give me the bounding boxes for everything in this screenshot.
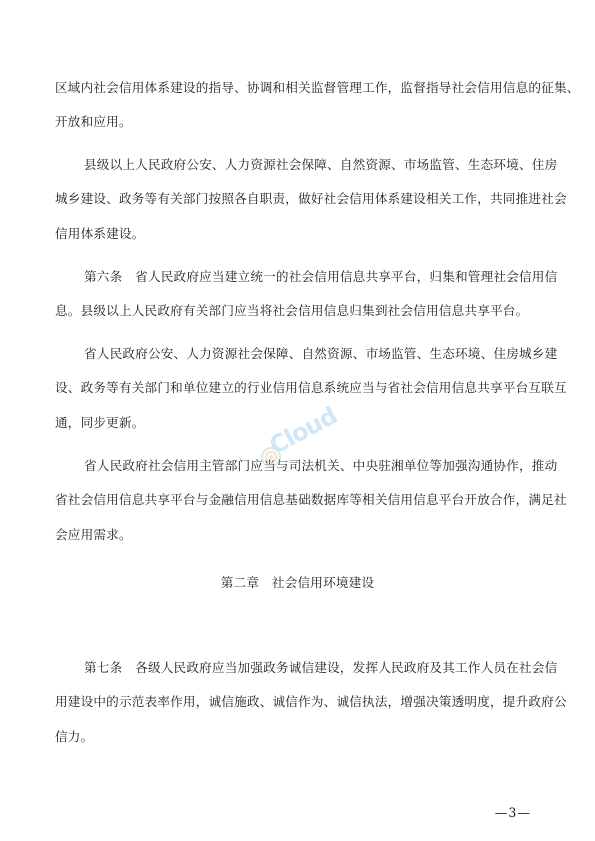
paragraph-line: 省社会信用信息共享平台与金融信用信息基础数据库等相关信用信息平台开放合作，满足社	[55, 492, 567, 507]
article-6-line: 第六条 省人民政府应当建立统一的社会信用信息共享平台，归集和管理社会信用信	[84, 269, 558, 284]
paragraph-line: 开放和应用。	[55, 114, 132, 129]
watermark-text: Cloud	[264, 401, 342, 460]
paragraph-line: 省人民政府社会信用主管部门应当与司法机关、中央驻湘单位等加强沟通协作，推动	[84, 458, 558, 473]
chapter-heading: 第二章 社会信用环境建设	[220, 575, 375, 590]
paragraph-line: 会应用需求。	[55, 527, 132, 542]
article-6-line: 息。县级以上人民政府有关部门应当将社会信用信息归集到社会信用信息共享平台。	[55, 303, 529, 318]
paragraph-line: 县级以上人民政府公安、人力资源社会保障、自然资源、市场监管、生态环境、住房	[84, 157, 558, 172]
article-7-line: 第七条 各级人民政府应当加强政务诚信建设，发挥人民政府及其工作人员在社会信	[84, 660, 558, 675]
article-7-line: 用建设中的示范表率作用，诚信施政、诚信作为、诚信执法，增强决策透明度，提升政府公	[55, 694, 567, 709]
paragraph-line: 区域内社会信用体系建设的指导、协调和相关监督管理工作，监督指导社会信用信息的征集、	[55, 80, 580, 95]
paragraph-line: 通，同步更新。	[55, 415, 145, 430]
paragraph-line: 城乡建设、政务等有关部门按照各自职责，做好社会信用体系建设相关工作，共同推进社会	[55, 191, 567, 206]
paragraph-line: 省人民政府公安、人力资源社会保障、自然资源、市场监管、生态环境、住房城乡建	[84, 346, 558, 361]
paragraph-line: 信用体系建设。	[55, 226, 145, 241]
page-number: —3—	[494, 805, 531, 820]
paragraph-line: 设、政务等有关部门和单位建立的行业信用信息系统应当与省社会信用信息共享平台互联互	[55, 380, 567, 395]
article-7-line: 信力。	[55, 729, 94, 744]
